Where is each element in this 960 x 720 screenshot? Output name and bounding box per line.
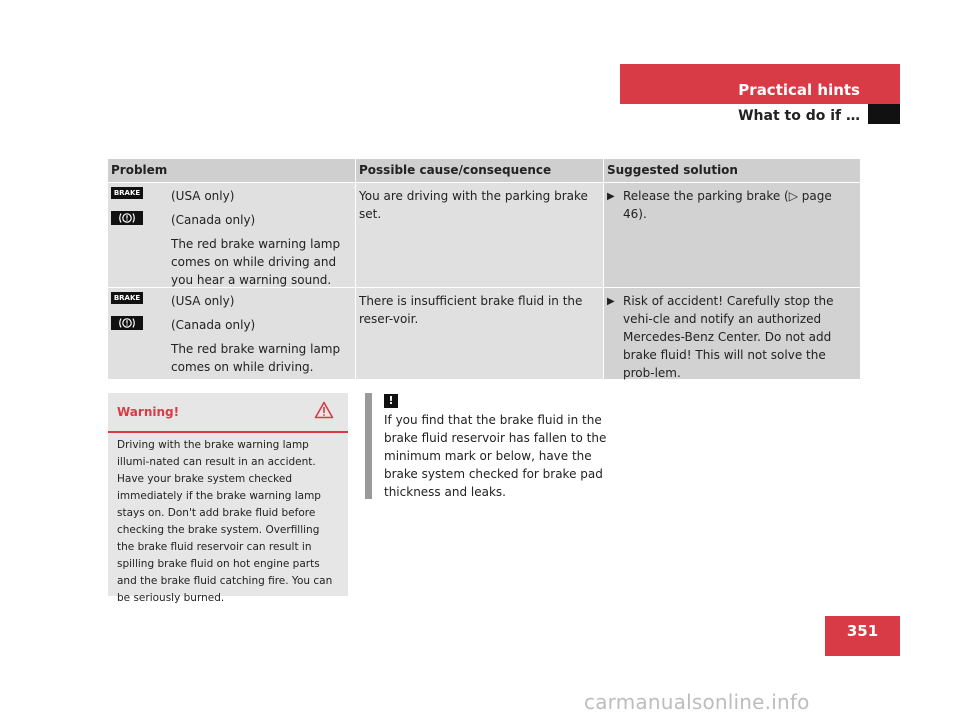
warning-triangle-icon (314, 401, 334, 423)
page-subtitle: What to do if … (738, 108, 860, 124)
section-header (620, 64, 900, 104)
problem-cell (108, 183, 355, 287)
warning-header (108, 393, 348, 433)
column-header-solution: Suggested solution (604, 159, 860, 182)
table-row (108, 288, 860, 379)
problem-cell (108, 288, 355, 379)
troubleshooting-table (108, 159, 860, 379)
table-header-row (108, 159, 860, 182)
brake-warning-icon: BRAKE (111, 292, 143, 304)
note-side-bar (365, 393, 372, 499)
warning-text: Driving with the brake warning lamp illumi-nated can result in an accident. Have your brake system checked immediately if the brake warning lamp stays on. Don't add brake fluid before checking the brake system. Overfilling the brake fluid reservoir can result in spilling brake fluid on hot engine parts and the brake fluid catching fire. You can be seriously burned. (117, 439, 333, 604)
cause-cell: You are driving with the parking brake set. (356, 183, 603, 287)
solution-text: Risk of accident! Carefully stop the vehi-cle and notify an authorized Mercedes-Benz Center. Do not add brake fluid! This will not solve the prob-lem. (623, 294, 834, 380)
page-number: 351 (825, 616, 900, 656)
note-text: If you find that the brake fluid in the brake fluid reservoir has fallen to the minimum mark or below, have the brake system checked for brake pad thickness and leaks. (384, 413, 607, 499)
brake-warning-icon: BRAKE (111, 187, 143, 199)
brake-circle-icon (111, 211, 143, 225)
header-tab-marker (868, 104, 900, 124)
table-row (108, 183, 860, 287)
brake-circle-icon (111, 316, 143, 330)
column-header-problem: Problem (108, 159, 355, 182)
bullet-arrow-icon: ▶ (607, 191, 615, 202)
region-note-canada: (Canada only) (171, 318, 256, 332)
note-exclamation-icon: ! (384, 394, 398, 408)
region-note-usa: (USA only) (171, 294, 235, 308)
region-note-canada: (Canada only) (171, 213, 256, 227)
warning-box (108, 393, 348, 604)
solution-cell (604, 288, 860, 379)
problem-description: The red brake warning lamp comes on while driving and you hear a warning sound. (171, 237, 341, 287)
warning-title: Warning! (117, 405, 180, 419)
section-title: Practical hints (738, 81, 860, 99)
watermark: carmanualsonline.info (584, 690, 810, 714)
bullet-arrow-icon: ▶ (607, 296, 615, 307)
region-note-usa: (USA only) (171, 189, 235, 203)
solution-cell (604, 183, 860, 287)
solution-text: Release the parking brake (▷ page 46). (623, 189, 832, 221)
cause-cell: There is insufficient brake fluid in the reser-voir. (356, 288, 603, 379)
problem-description: The red brake warning lamp comes on while driving. (171, 342, 341, 374)
column-header-cause: Possible cause/consequence (356, 159, 603, 182)
